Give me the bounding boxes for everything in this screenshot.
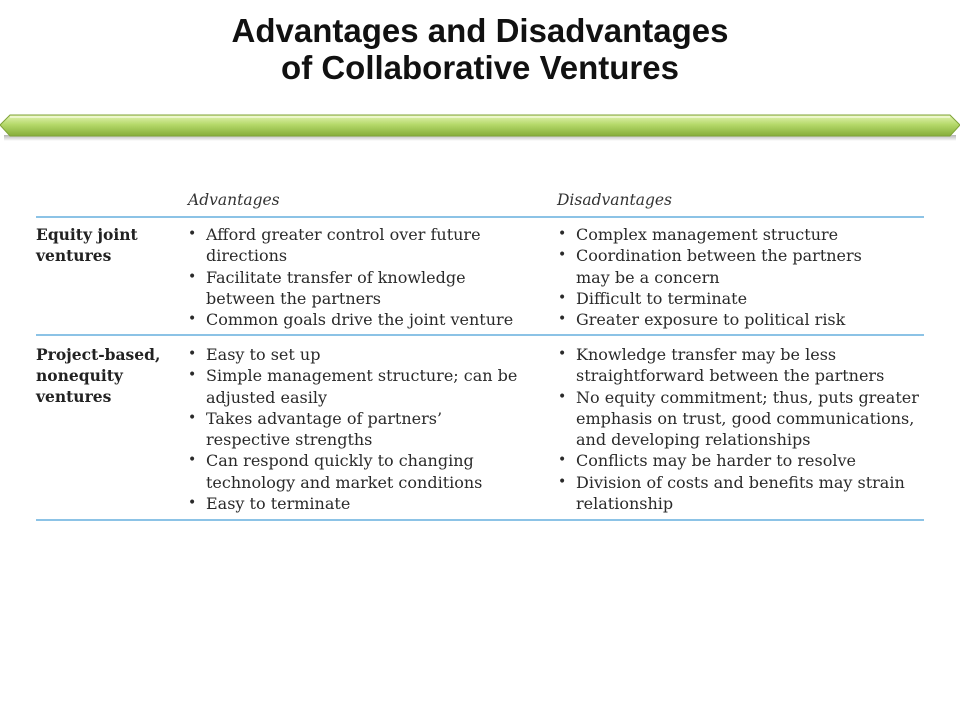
row-label-line: ventures xyxy=(36,387,112,406)
disadvantage-item xyxy=(556,245,924,288)
advantage-item xyxy=(186,267,546,310)
column-header-advantages: Advantages xyxy=(188,191,280,209)
item-text-line: emphasis on trust, good communications, xyxy=(576,408,915,428)
slide-title xyxy=(0,12,960,86)
advantages-list xyxy=(186,344,546,514)
bullet-icon: • xyxy=(188,346,197,362)
item-text-line: Greater exposure to political risk xyxy=(576,310,846,330)
item-text-line: may be a concern xyxy=(576,267,720,287)
item-text-line: Complex management structure xyxy=(576,225,839,244)
bullet-icon: • xyxy=(188,495,197,512)
item-text-line: Takes advantage of partners’ xyxy=(206,408,443,428)
bullet-icon: • xyxy=(188,311,197,328)
title-divider-bar xyxy=(0,113,960,143)
bullet-icon: • xyxy=(558,226,567,242)
bullet-icon: • xyxy=(558,247,567,264)
item-text-line: Afford greater control over future xyxy=(206,225,481,244)
bullet-icon: • xyxy=(188,452,197,469)
item-text-line: Easy to set up xyxy=(206,345,321,364)
table-rule-bottom xyxy=(36,519,924,521)
disadvantage-item xyxy=(556,288,924,309)
item-text-line: respective strengths xyxy=(206,430,373,450)
row-label xyxy=(36,224,176,266)
bullet-icon: • xyxy=(188,268,197,285)
disadvantage-item xyxy=(556,344,924,387)
advantage-item xyxy=(186,224,546,267)
item-text-line: and developing relationships xyxy=(576,430,811,450)
advantage-item xyxy=(186,344,546,365)
row-label-line: nonequity xyxy=(36,366,123,385)
advantage-item xyxy=(186,408,546,451)
bullet-icon: • xyxy=(188,367,197,384)
slide-title-line-2: of Collaborative Ventures xyxy=(281,49,679,86)
table-rule-top xyxy=(36,216,924,218)
bullet-icon: • xyxy=(558,289,567,306)
item-text-line: Common goals drive the joint venture xyxy=(206,310,514,330)
row-label-line: Project-based, xyxy=(36,345,161,364)
bullet-icon: • xyxy=(558,388,567,405)
item-text-line: straightforward between the partners xyxy=(576,366,885,386)
disadvantage-item xyxy=(556,472,924,515)
row-label-line: ventures xyxy=(36,246,112,265)
table-rule-middle xyxy=(36,334,924,336)
item-text-line: Easy to terminate xyxy=(206,494,351,514)
bullet-icon: • xyxy=(558,452,567,469)
row-label-line: Equity joint xyxy=(36,225,138,244)
disadvantage-item xyxy=(556,387,924,451)
item-text-line: Difficult to terminate xyxy=(576,288,748,308)
disadvantage-item xyxy=(556,450,924,471)
item-text-line: adjusted easily xyxy=(206,387,327,407)
advantage-item xyxy=(186,493,546,514)
item-text-line: Simple management structure; can be xyxy=(206,366,518,386)
bullet-icon: • xyxy=(558,346,567,362)
bullet-icon: • xyxy=(188,226,197,242)
row-label xyxy=(36,344,176,407)
disadvantage-item xyxy=(556,224,924,245)
disadvantage-item xyxy=(556,309,924,330)
bullet-icon: • xyxy=(558,473,567,490)
advantages-list xyxy=(186,224,546,330)
item-text-line: Coordination between the partners xyxy=(576,246,862,266)
column-header-disadvantages: Disadvantages xyxy=(557,191,673,209)
item-text-line: Knowledge transfer may be less xyxy=(576,345,837,364)
bullet-icon: • xyxy=(188,409,197,426)
item-text-line: directions xyxy=(206,246,288,266)
item-text-line: between the partners xyxy=(206,288,381,308)
item-text-line: technology and market conditions xyxy=(206,472,483,492)
item-text-line: Conflicts may be harder to resolve xyxy=(576,451,856,471)
item-text-line: Can respond quickly to changing xyxy=(206,451,474,471)
advantage-item xyxy=(186,450,546,493)
disadvantages-list xyxy=(556,224,924,330)
item-text-line: Facilitate transfer of knowledge xyxy=(206,267,466,287)
disadvantages-list xyxy=(556,344,924,514)
advantage-item xyxy=(186,309,546,330)
item-text-line: Division of costs and benefits may strain xyxy=(576,472,905,492)
item-text-line: No equity commitment; thus, puts greater xyxy=(576,387,919,407)
slide-title-line-1: Advantages and Disadvantages xyxy=(231,12,729,49)
item-text-line: relationship xyxy=(576,494,674,514)
advantage-item xyxy=(186,365,546,408)
bullet-icon: • xyxy=(558,311,567,328)
